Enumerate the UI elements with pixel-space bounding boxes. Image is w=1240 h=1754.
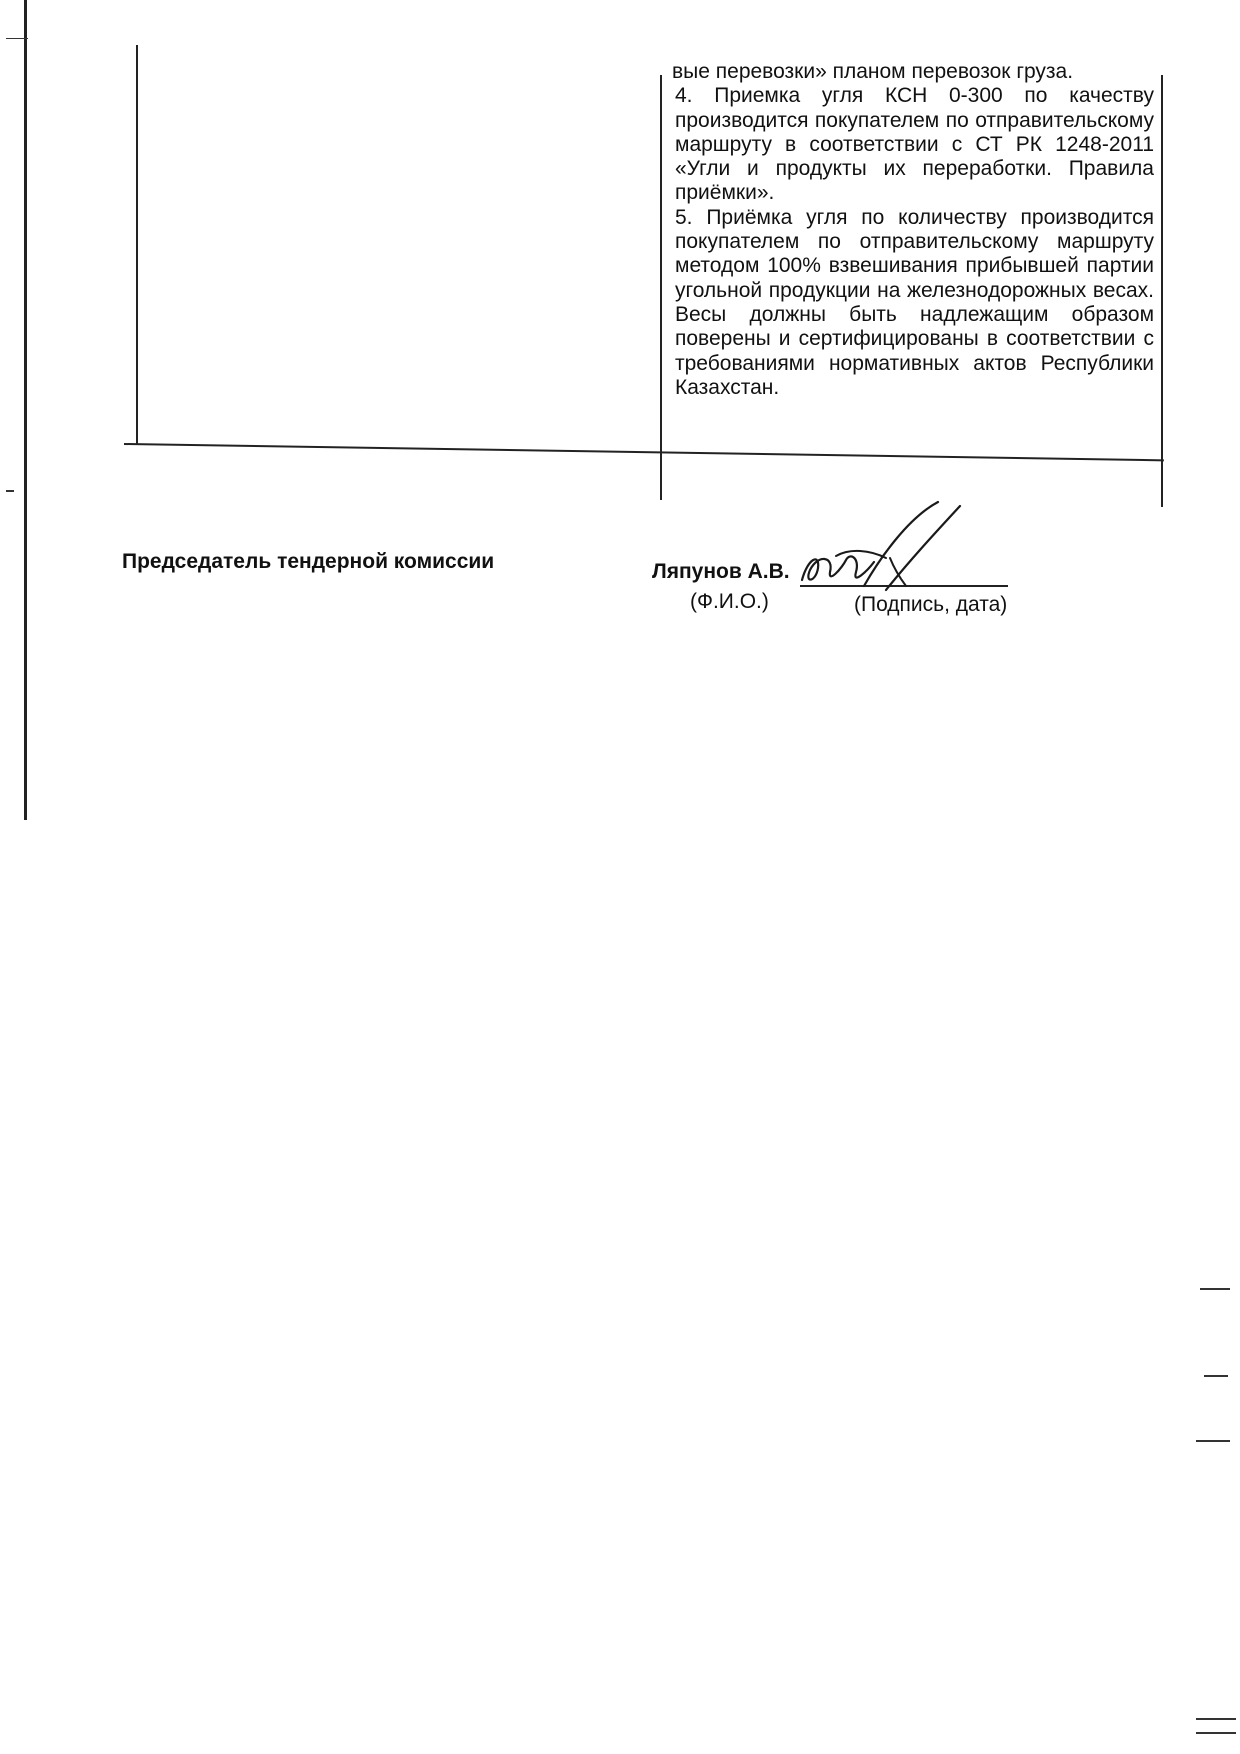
scan-artifact bbox=[1196, 1440, 1230, 1442]
requirements-table bbox=[124, 45, 1164, 450]
table-border-left bbox=[136, 45, 138, 445]
cell-paragraph: 4. Приемка угля КСН 0-300 по качеству производится покупателем по отправительскому маршруту в соответствии с СТ РК 1248-2011 «Угли и продукты их переработки. Правила приёмки». bbox=[675, 84, 1154, 205]
scan-artifact bbox=[1196, 1732, 1236, 1734]
table-border-right bbox=[1161, 75, 1163, 507]
cell-paragraph: 5. Приёмка угля по количеству производится покупателем по отправительскому маршруту методом 100% взвешивания прибывшей партии угольной продукции на железнодорожных весах. Весы должны быть надлежащим образом поверены и сертифицированы в соответствии с требованиями нормативных актов Республики Казахстан. bbox=[675, 205, 1154, 399]
scan-artifact bbox=[1200, 1288, 1230, 1290]
scan-artifact bbox=[1196, 1718, 1236, 1720]
signature-date-caption: (Подпись, дата) bbox=[854, 593, 1008, 616]
cell-paragraph: вые перевозки» планом перевозок груза. bbox=[672, 60, 1074, 83]
table-border-middle bbox=[660, 75, 662, 500]
chairman-title: Председатель тендерной комиссии bbox=[122, 550, 495, 573]
name-caption: (Ф.И.О.) bbox=[690, 590, 769, 613]
table-cell-conditions bbox=[672, 60, 1154, 400]
signer-name: Ляпунов А.В. bbox=[652, 560, 790, 583]
table-border-bottom bbox=[124, 443, 1164, 461]
scan-artifact bbox=[1204, 1375, 1228, 1377]
scan-artifact bbox=[6, 38, 28, 39]
handwritten-signature bbox=[790, 498, 1010, 598]
scan-edge bbox=[24, 0, 27, 820]
scan-artifact bbox=[6, 490, 14, 492]
